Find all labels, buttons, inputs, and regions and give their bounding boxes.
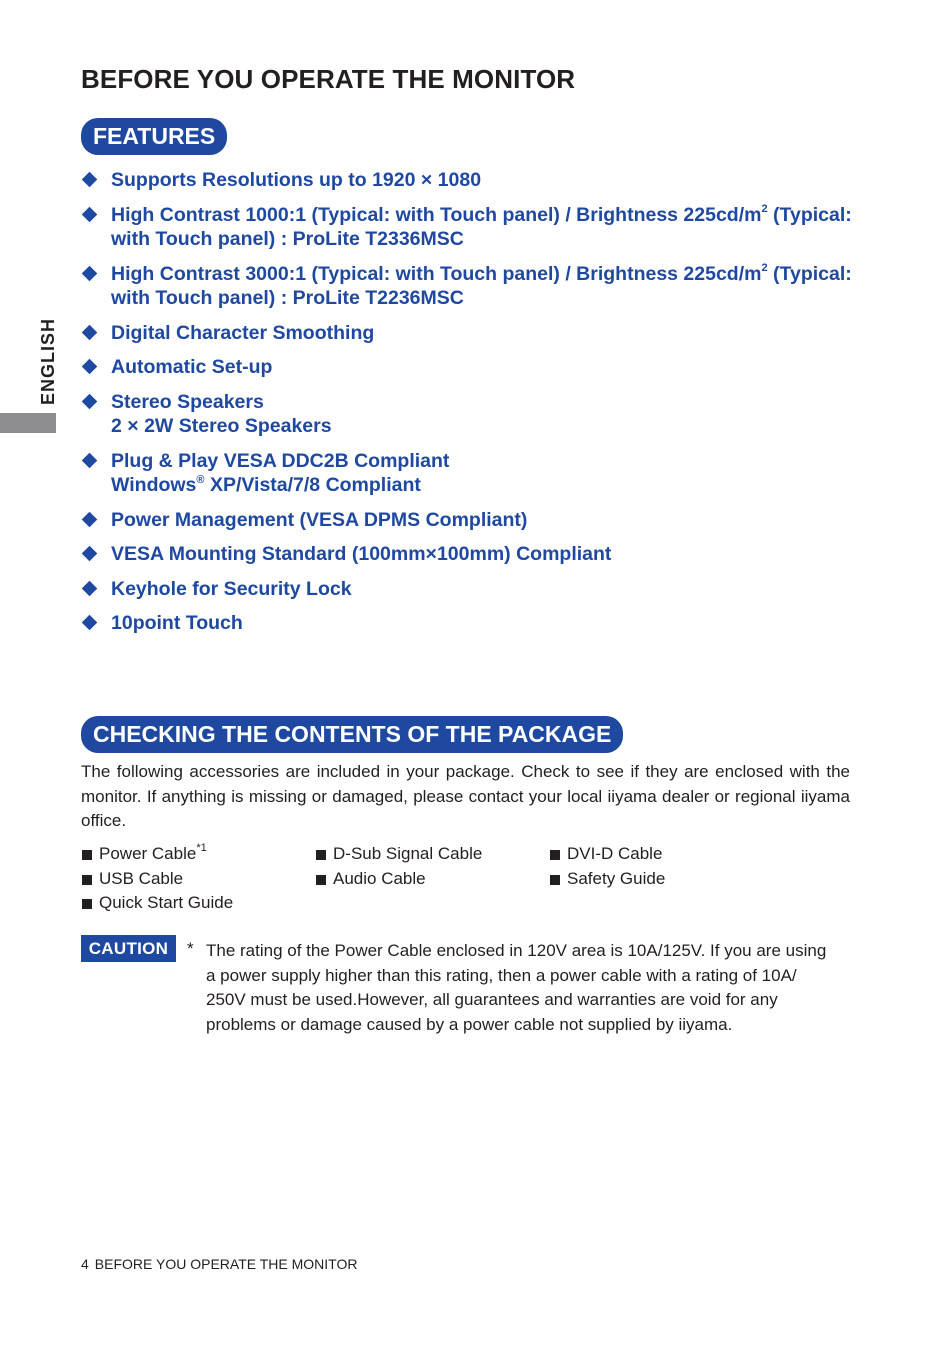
accessory-item (549, 842, 783, 867)
feature-text: VESA Mounting Standard (100mm×100mm) Compliant (111, 543, 612, 565)
feature-text: with Touch panel) : ProLite T2236MSC (111, 287, 464, 309)
accessories-list (81, 842, 781, 916)
accessory-item (315, 842, 549, 867)
diamond-bullet-icon (82, 265, 98, 281)
caution-line: 250V must be used.However, all guarantees and warranties are void for any (206, 990, 778, 1009)
side-tab-marker (0, 413, 56, 433)
feature-item (81, 262, 861, 311)
feature-item (81, 355, 861, 380)
page-footer (81, 1256, 357, 1272)
feature-text: 10point Touch (111, 612, 243, 634)
feature-text: XP/Vista/7/8 Compliant (209, 474, 421, 496)
caution-asterisk: * (187, 939, 194, 958)
feature-text: (Typical: (773, 203, 852, 226)
caution-badge: CAUTION (81, 935, 176, 962)
page-title: BEFORE YOU OPERATE THE MONITOR (81, 64, 576, 94)
accessory-item (81, 842, 315, 867)
feature-item (81, 321, 861, 346)
caution-line: problems or damage caused by a power cable not supplied by iiyama. (206, 1014, 733, 1034)
feature-text: Digital Character Smoothing (111, 321, 375, 344)
diamond-bullet-icon (82, 546, 98, 562)
feature-text: Plug & Play VESA DDC2B Compliant (111, 449, 450, 472)
diamond-bullet-icon (82, 452, 98, 468)
superscript: 2 (761, 203, 768, 215)
accessory-label: Safety Guide (567, 868, 666, 888)
feature-text: 2 × 2W Stereo Speakers (111, 415, 332, 437)
accessory-label: D-Sub Signal Cable (333, 844, 483, 863)
caution-line: a power supply higher than this rating, then a power cable with a rating of 10A/ (206, 965, 797, 985)
diamond-bullet-icon (82, 511, 98, 527)
accessory-label: Audio Cable (333, 868, 426, 888)
footnote-marker: *1 (196, 842, 207, 855)
diamond-bullet-icon (82, 324, 98, 340)
page-number: 4 (81, 1256, 89, 1272)
feature-text: with Touch panel) : ProLite T2336MSC (111, 228, 464, 250)
accessory-item (549, 867, 783, 892)
superscript: ® (196, 473, 205, 486)
feature-text: Windows (111, 474, 197, 496)
feature-text: (Typical: (773, 262, 852, 285)
accessory-item (315, 867, 549, 892)
feature-item (81, 203, 861, 252)
diamond-bullet-icon (82, 172, 98, 188)
feature-item (81, 390, 861, 439)
square-bullet-icon (82, 875, 92, 885)
feature-item (81, 168, 861, 193)
feature-text: Automatic Set-up (111, 356, 273, 378)
diamond-bullet-icon (82, 359, 98, 375)
feature-item (81, 508, 861, 533)
accessory-item (81, 867, 315, 892)
accessory-label: USB Cable (99, 868, 184, 888)
diamond-bullet-icon (82, 206, 98, 222)
square-bullet-icon (550, 875, 560, 885)
features-list (81, 168, 861, 646)
accessory-label: Quick Start Guide (99, 893, 234, 912)
caution-text (206, 939, 856, 1037)
accessory-label: Power Cable (99, 844, 197, 863)
side-language-label: ENGLISH (38, 317, 58, 405)
superscript: 2 (761, 262, 768, 274)
diamond-bullet-icon (82, 393, 98, 409)
square-bullet-icon (550, 850, 560, 860)
feature-text: High Contrast 3000:1 (Typical: with Touch panel) / Brightness 225cd/m (111, 262, 762, 285)
feature-text: Keyhole for Security Lock (111, 577, 352, 600)
feature-item (81, 542, 861, 567)
package-intro-paragraph: The following accessories are included in your package. Check to see if they are enclosed with the monitor. If anything is missing or damaged, please contact your local iiyama dealer or regional iiyama office. (81, 762, 850, 830)
feature-text: Power Management (VESA DPMS Compliant) (111, 508, 528, 531)
square-bullet-icon (316, 850, 326, 860)
feature-text: High Contrast 1000:1 (Typical: with Touch panel) / Brightness 225cd/m (111, 203, 762, 226)
package-heading: CHECKING THE CONTENTS OF THE PACKAGE (81, 716, 623, 753)
features-heading: FEATURES (81, 118, 227, 155)
square-bullet-icon (316, 875, 326, 885)
caution-line: The rating of the Power Cable enclosed in 120V area is 10A/125V. If you are using (206, 941, 827, 960)
accessory-item (81, 891, 315, 916)
feature-item (81, 449, 861, 498)
square-bullet-icon (82, 899, 92, 909)
diamond-bullet-icon (82, 615, 98, 631)
feature-text: Stereo Speakers (111, 390, 264, 413)
feature-item (81, 577, 861, 602)
feature-text: Supports Resolutions up to 1920 × 1080 (111, 169, 482, 191)
accessory-label: DVI-D Cable (567, 844, 663, 863)
footer-title: BEFORE YOU OPERATE THE MONITOR (94, 1256, 358, 1272)
feature-item (81, 611, 861, 636)
square-bullet-icon (82, 850, 92, 860)
diamond-bullet-icon (82, 580, 98, 596)
